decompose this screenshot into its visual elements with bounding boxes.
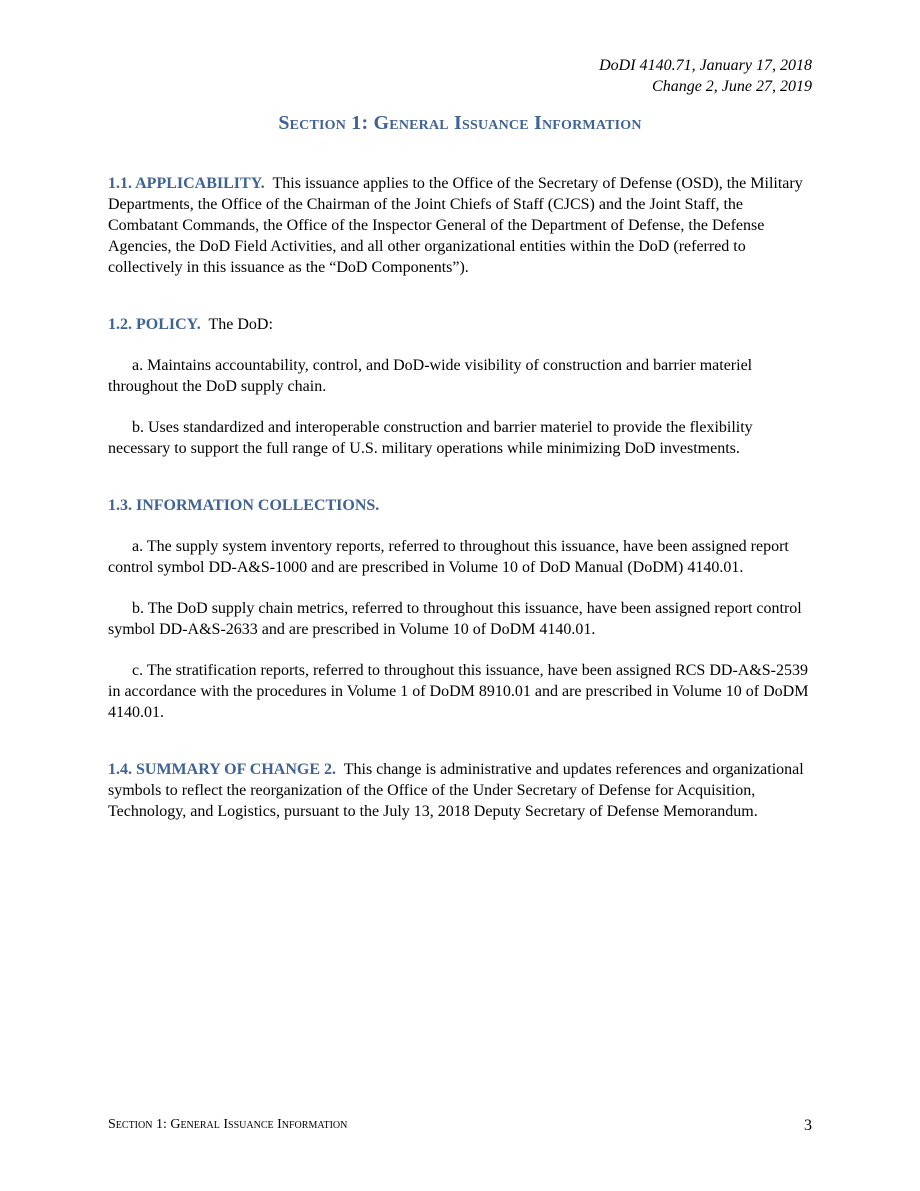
document-body: [108, 173, 814, 842]
applicability-paragraph: [108, 173, 814, 278]
summary-text: This change is administrative and updates references and organizational symbols to reflect the reorganization of the Office of the Under Secretary of Defense for Acquisition, Technology, and Logistics, pursuant to the July 13, 2018 Deputy Secretary of Defense Memorandum.: [108, 761, 804, 820]
policy-paragraph: [108, 314, 814, 335]
info-collections-paragraph: [108, 495, 814, 516]
info-collections-item-c: c. The stratification reports, referred to throughout this issuance, have been assigned RCS DD-A&S-2539 in accordance with the procedures in Volume 1 of DoDM 8910.01 and are prescribed in Volume 10 of DoDM 4140.01.: [108, 662, 809, 721]
footer-section-title: Section 1: General Issuance Information: [108, 1117, 348, 1132]
info-collections-item-b: b. The DoD supply chain metrics, referred to throughout this issuance, have been assigned report control symbol DD-A&S-2633 and are prescribed in Volume 10 of DoDM 4140.01.: [108, 600, 802, 638]
applicability-text: This issuance applies to the Office of the Secretary of Defense (OSD), the Military Departments, the Office of the Chairman of the Joint Chiefs of Staff (CJCS) and the Joint Staff, the Combatant Commands, the Office of the Inspector General of the Department of Defense, the Defense Agencies, the DoD Field Activities, and all other organizational entities within the DoD (referred to collectively in this issuance as the “DoD Components”).: [108, 175, 803, 276]
applicability-heading: 1.1. APPLICABILITY.: [108, 175, 265, 192]
document-header: [599, 55, 812, 97]
page-number: 3: [804, 1117, 812, 1134]
policy-item-b: b. Uses standardized and interoperable construction and barrier materiel to provide the flexibility necessary to support the full range of U.S. military operations while minimizing DoD investments.: [108, 419, 753, 457]
info-collections-item-a: a. The supply system inventory reports, referred to throughout this issuance, have been assigned report control symbol DD-A&S-1000 and are prescribed in Volume 10 of DoD Manual (DoDM) 4140.01.: [108, 538, 789, 576]
policy-heading: 1.2. POLICY.: [108, 316, 201, 333]
summary-heading: 1.4. SUMMARY OF CHANGE 2.: [108, 761, 337, 778]
policy-item-a: a. Maintains accountability, control, and DoD-wide visibility of construction and barrier materiel throughout the DoD supply chain.: [108, 357, 753, 395]
policy-text: The DoD:: [208, 316, 273, 333]
info-collections-heading: 1.3. INFORMATION COLLECTIONS.: [108, 497, 380, 514]
section-title: Section 1: General Issuance Information: [278, 112, 642, 134]
summary-paragraph: [108, 759, 814, 822]
change-date: Change 2, June 27, 2019: [652, 78, 812, 95]
page-footer: [108, 1117, 812, 1135]
doc-id-date: DoDI 4140.71, January 17, 2018: [599, 57, 812, 74]
